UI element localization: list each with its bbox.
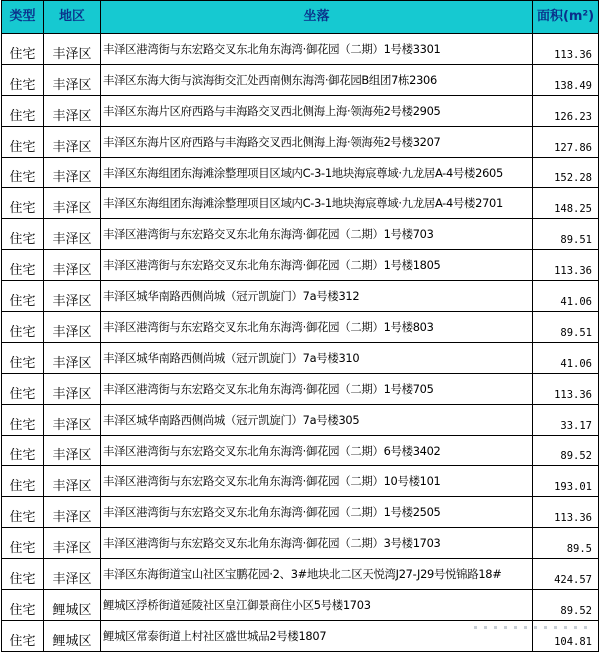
cell-area: 鲤城区 bbox=[44, 620, 101, 651]
cell-type: 住宅 bbox=[2, 250, 44, 281]
cell-area: 丰泽区 bbox=[44, 404, 101, 435]
cell-size: 126.23 bbox=[533, 95, 599, 126]
cell-area: 丰泽区 bbox=[44, 95, 101, 126]
property-table bbox=[1, 0, 599, 652]
cell-location: 丰泽区港湾街与东宏路交叉东北角东海湾·御花园（二期）1号楼705 bbox=[101, 373, 533, 404]
cell-size: 148.25 bbox=[533, 188, 599, 219]
cell-area: 丰泽区 bbox=[44, 250, 101, 281]
table-row bbox=[2, 466, 599, 497]
cell-size: 89.5 bbox=[533, 528, 599, 559]
cell-location: 丰泽区东海大街与滨海街交汇处西南侧东海湾·御花园B组团7栋2306 bbox=[101, 64, 533, 95]
cell-location: 丰泽区东海片区府西路与丰海路交叉西北侧海上海·领海苑2号楼3207 bbox=[101, 126, 533, 157]
table-row bbox=[2, 435, 599, 466]
cell-type: 住宅 bbox=[2, 559, 44, 590]
cell-location: 丰泽区东海街道宝山社区宝鹏花园·2、3#地块北二区天悦湾J27-J29号悦锦路18# bbox=[101, 559, 533, 590]
cell-type: 住宅 bbox=[2, 219, 44, 250]
table-row bbox=[2, 250, 599, 281]
cell-type: 住宅 bbox=[2, 404, 44, 435]
cell-location: 丰泽区港湾街与东宏路交叉东北角东海湾·御花园（二期）1号楼3301 bbox=[101, 34, 533, 65]
cell-location: 丰泽区东海组团东海滩涂整理项目区域内C-3-1地块海宸尊域·九龙居A-4号楼2701 bbox=[101, 188, 533, 219]
cell-type: 住宅 bbox=[2, 466, 44, 497]
cell-area: 丰泽区 bbox=[44, 219, 101, 250]
header-row bbox=[2, 1, 599, 34]
cell-size: 113.36 bbox=[533, 497, 599, 528]
header-area: 地区 bbox=[44, 1, 101, 34]
cell-size: 113.36 bbox=[533, 373, 599, 404]
cell-location: 鲤城区常泰街道上村社区盛世城品2号楼1807 bbox=[101, 620, 533, 651]
cell-size: 41.06 bbox=[533, 342, 599, 373]
cell-area: 丰泽区 bbox=[44, 188, 101, 219]
cell-area: 丰泽区 bbox=[44, 466, 101, 497]
cell-area: 丰泽区 bbox=[44, 528, 101, 559]
cell-size: 424.57 bbox=[533, 559, 599, 590]
cell-size: 33.17 bbox=[533, 404, 599, 435]
cell-location: 丰泽区东海片区府西路与丰海路交叉西北侧海上海·领海苑2号楼2905 bbox=[101, 95, 533, 126]
cell-area: 丰泽区 bbox=[44, 342, 101, 373]
cell-size: 113.36 bbox=[533, 250, 599, 281]
cell-area: 丰泽区 bbox=[44, 34, 101, 65]
cell-size: 152.28 bbox=[533, 157, 599, 188]
cell-size: 89.52 bbox=[533, 590, 599, 621]
cell-type: 住宅 bbox=[2, 157, 44, 188]
cell-size: 41.06 bbox=[533, 281, 599, 312]
cell-size: 89.51 bbox=[533, 312, 599, 343]
cell-size: 89.51 bbox=[533, 219, 599, 250]
cell-type: 住宅 bbox=[2, 126, 44, 157]
table-header bbox=[2, 1, 599, 34]
cell-size: 104.81 bbox=[533, 620, 599, 651]
cell-area: 丰泽区 bbox=[44, 559, 101, 590]
table-row bbox=[2, 34, 599, 65]
table-row bbox=[2, 373, 599, 404]
table-row bbox=[2, 528, 599, 559]
table-row bbox=[2, 157, 599, 188]
cell-area: 丰泽区 bbox=[44, 126, 101, 157]
cell-area: 丰泽区 bbox=[44, 64, 101, 95]
cell-location: 丰泽区港湾街与东宏路交叉东北角东海湾·御花园（二期）3号楼1703 bbox=[101, 528, 533, 559]
cell-area: 鲤城区 bbox=[44, 590, 101, 621]
table-row bbox=[2, 342, 599, 373]
cell-type: 住宅 bbox=[2, 281, 44, 312]
table-row bbox=[2, 188, 599, 219]
table-row bbox=[2, 219, 599, 250]
cell-type: 住宅 bbox=[2, 528, 44, 559]
cell-location: 丰泽区城华南路西侧尚城（冠亓凯旋门）7a号楼310 bbox=[101, 342, 533, 373]
cell-area: 丰泽区 bbox=[44, 497, 101, 528]
cell-area: 丰泽区 bbox=[44, 435, 101, 466]
cell-size: 193.01 bbox=[533, 466, 599, 497]
table-row bbox=[2, 559, 599, 590]
cell-type: 住宅 bbox=[2, 435, 44, 466]
cell-size: 127.86 bbox=[533, 126, 599, 157]
table-row bbox=[2, 64, 599, 95]
header-location: 坐落 bbox=[101, 1, 533, 34]
cell-type: 住宅 bbox=[2, 620, 44, 651]
cell-location: 丰泽区港湾街与东宏路交叉东北角东海湾·御花园（二期）1号楼1805 bbox=[101, 250, 533, 281]
table-row bbox=[2, 312, 599, 343]
cell-location: 丰泽区城华南路西侧尚城（冠亓凯旋门）7a号楼312 bbox=[101, 281, 533, 312]
cell-location: 丰泽区港湾街与东宏路交叉东北角东海湾·御花园（二期）1号楼2505 bbox=[101, 497, 533, 528]
cell-location: 丰泽区东海组团东海滩涂整理项目区域内C-3-1地块海宸尊域·九龙居A-4号楼2605 bbox=[101, 157, 533, 188]
cell-area: 丰泽区 bbox=[44, 157, 101, 188]
header-type: 类型 bbox=[2, 1, 44, 34]
table-row bbox=[2, 404, 599, 435]
cell-area: 丰泽区 bbox=[44, 373, 101, 404]
cell-type: 住宅 bbox=[2, 497, 44, 528]
cell-type: 住宅 bbox=[2, 342, 44, 373]
table-row bbox=[2, 95, 599, 126]
table-body bbox=[2, 34, 599, 652]
table-row bbox=[2, 620, 599, 651]
cell-size: 138.49 bbox=[533, 64, 599, 95]
cell-location: 丰泽区港湾街与东宏路交叉东北角东海湾·御花园（二期）6号楼3402 bbox=[101, 435, 533, 466]
table-row bbox=[2, 497, 599, 528]
cell-type: 住宅 bbox=[2, 373, 44, 404]
cell-type: 住宅 bbox=[2, 95, 44, 126]
cell-location: 丰泽区港湾街与东宏路交叉东北角东海湾·御花园（二期）1号楼703 bbox=[101, 219, 533, 250]
cell-location: 丰泽区港湾街与东宏路交叉东北角东海湾·御花园（二期）1号楼803 bbox=[101, 312, 533, 343]
header-size: 面积(m²) bbox=[533, 1, 599, 34]
cell-type: 住宅 bbox=[2, 64, 44, 95]
table-row bbox=[2, 281, 599, 312]
cell-location: 丰泽区港湾街与东宏路交叉东北角东海湾·御花园（二期）10号楼101 bbox=[101, 466, 533, 497]
cell-type: 住宅 bbox=[2, 188, 44, 219]
table-row bbox=[2, 126, 599, 157]
cell-size: 113.36 bbox=[533, 34, 599, 65]
cell-type: 住宅 bbox=[2, 34, 44, 65]
cell-area: 丰泽区 bbox=[44, 312, 101, 343]
cell-location: 鲤城区浮桥街道延陵社区皇江御景商住小区5号楼1703 bbox=[101, 590, 533, 621]
cell-size: 89.52 bbox=[533, 435, 599, 466]
table-row bbox=[2, 590, 599, 621]
cell-type: 住宅 bbox=[2, 590, 44, 621]
cell-location: 丰泽区城华南路西侧尚城（冠亓凯旋门）7a号楼305 bbox=[101, 404, 533, 435]
cell-area: 丰泽区 bbox=[44, 281, 101, 312]
cell-type: 住宅 bbox=[2, 312, 44, 343]
